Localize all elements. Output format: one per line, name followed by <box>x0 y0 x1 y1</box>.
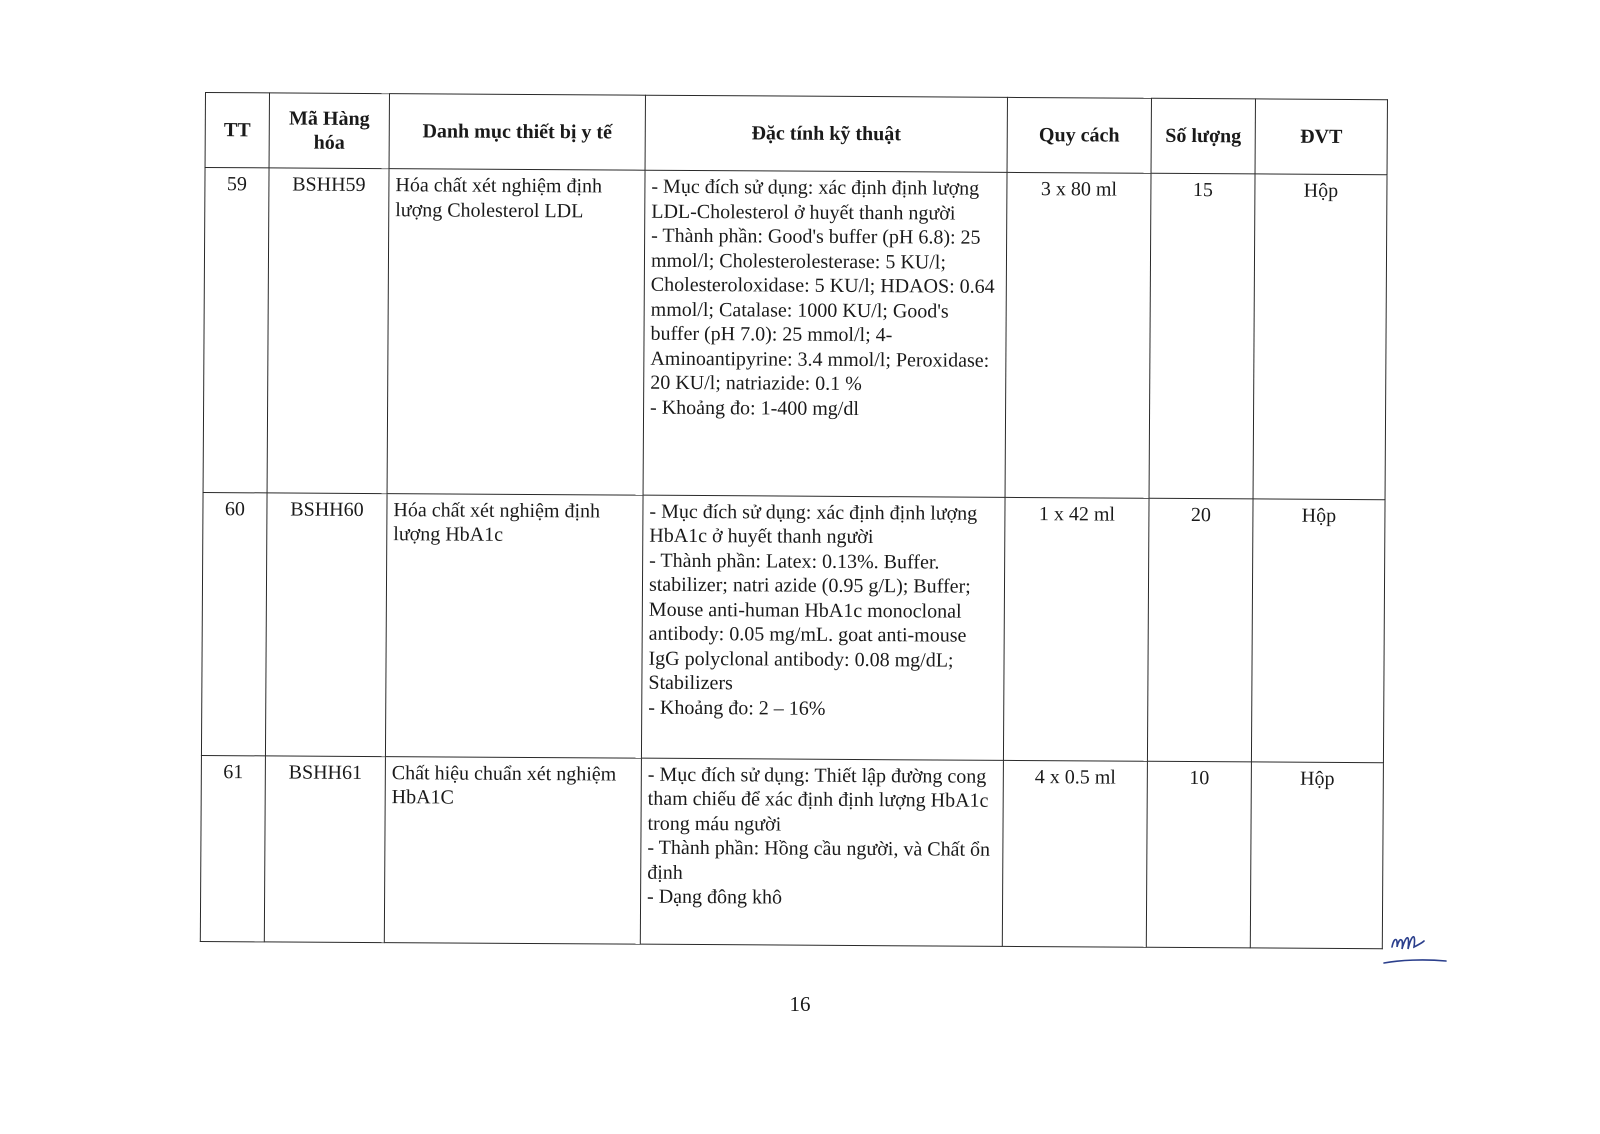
cell-quantity: 15 <box>1149 173 1255 498</box>
cell-quantity: 20 <box>1147 498 1253 762</box>
header-name: Danh mục thiết bị y tế <box>389 94 645 171</box>
cell-unit: Hộp <box>1253 174 1387 499</box>
cell-tt: 60 <box>201 492 267 756</box>
table-row <box>201 492 1385 762</box>
cell-spec: - Mục đích sử dụng: Thiết lập đường cong tham chiếu để xác định định lượng HbA1c trong máu người - Thành phần: Hồng cầu người, và Chất ổn định - Dạng đông khô <box>640 758 1003 946</box>
cell-code: BSHH59 <box>267 168 389 493</box>
cell-code: BSHH60 <box>265 492 387 756</box>
table-row <box>200 755 1383 948</box>
cell-tt: 59 <box>203 168 269 493</box>
cell-spec: - Mục đích sử dụng: xác định định lượng HbA1c ở huyết thanh người - Thành phần: Latex: 0.13%. Buffer. stabilizer; natri azide (0.95 g/L); Buffer; Mouse anti-human HbA1c monoclonal antibody: 0.05 mg/mL. goat anti-mouse IgG polyclonal antibody: 0.08 mg/dL; Stabilizers - Khoảng đo: 2 – 16% <box>641 495 1005 760</box>
equipment-spec-table <box>200 92 1388 949</box>
header-packing: Quy cách <box>1007 97 1151 173</box>
header-code: Mã Hàng hóa <box>269 93 389 169</box>
cell-name: Hóa chất xét nghiệm định lượng HbA1c <box>385 493 643 758</box>
page-number: 16 <box>789 992 811 1016</box>
cell-name: Chất hiệu chuẩn xét nghiệm HbA1C <box>384 756 641 944</box>
table-row <box>203 168 1387 500</box>
cell-code: BSHH61 <box>264 756 385 943</box>
cell-packing: 4 x 0.5 ml <box>1002 760 1147 947</box>
table-header-row <box>205 93 1387 175</box>
cell-packing: 1 x 42 ml <box>1003 497 1149 761</box>
cell-spec: - Mục đích sử dụng: xác định định lượng LDL-Cholesterol ở huyết thanh người - Thành phần: Good's buffer (pH 6.8): 25 mmol/l; Cholesterolesterase: 5 KU/l; Cholesteroloxidase: 5 KU/l; HDAOS: 0.64 mmol/l; Catalase: 1000 KU/l; Good's buffer (pH 7.0): 25 mmol/l; 4-Aminoantipyrine: 3.4 mmol/l; Peroxidase: 20 KU/l; natriazide: 0.1 % - Khoảng đo: 1-400 mg/dl <box>643 170 1007 497</box>
header-unit: ĐVT <box>1255 99 1387 175</box>
cell-quantity: 10 <box>1146 761 1251 948</box>
header-quantity: Số lượng <box>1151 98 1255 174</box>
cell-packing: 3 x 80 ml <box>1005 172 1151 497</box>
initials-signature <box>1380 925 1450 970</box>
cell-name: Hóa chất xét nghiệm định lượng Cholesterol LDL <box>387 169 645 495</box>
header-tt: TT <box>205 93 269 168</box>
cell-unit: Hộp <box>1250 762 1383 949</box>
header-spec: Đặc tính kỹ thuật <box>645 95 1007 172</box>
cell-unit: Hộp <box>1251 498 1385 762</box>
cell-tt: 61 <box>200 755 265 942</box>
